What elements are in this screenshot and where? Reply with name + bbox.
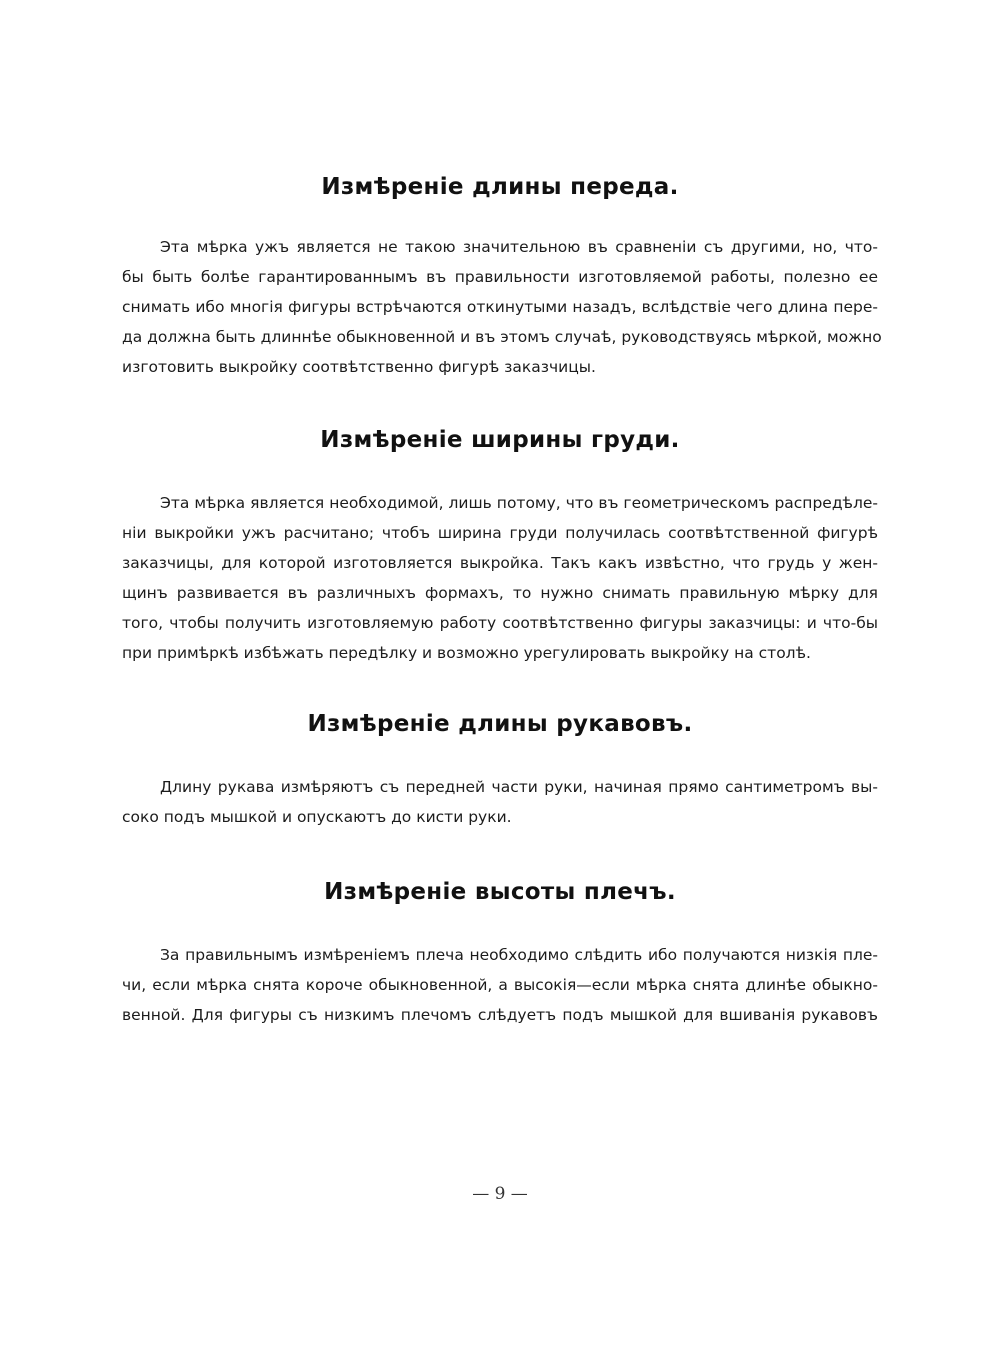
text-line: изготовить выкройку соотвѣтственно фигурѣ заказчицы. xyxy=(122,358,596,376)
section-paragraph-front-length xyxy=(122,232,882,382)
page-number: — 9 — xyxy=(472,1184,528,1204)
text-line: того, чтобы получить изготовляемую работу соотвѣтственно фигуры заказчицы: и что-бы xyxy=(122,614,878,632)
section-heading-shoulder-height: Измѣреніе высоты плечъ. xyxy=(324,879,676,905)
text-line: За правильнымъ измѣреніемъ плеча необходимо слѣдить ибо получаются низкія пле- xyxy=(160,946,878,964)
section-heading-sleeve-length: Измѣреніе длины рукавовъ. xyxy=(307,711,693,737)
text-line: Эта мѣрка является необходимой, лишь потому, что въ геометрическомъ распредѣле- xyxy=(160,494,878,512)
text-line: чи, если мѣрка снята короче обыкновенной, а высокія—если мѣрка снята длинѣе обыкно- xyxy=(122,976,878,994)
text-line: Эта мѣрка ужъ является не такою значительною въ сравненіи съ другими, но, что- xyxy=(160,238,878,256)
section-heading-chest-width: Измѣреніе ширины груди. xyxy=(320,427,680,453)
text-line: да должна быть длиннѣе обыкновенной и въ этомъ случаѣ, руководствуясь мѣркой, можно xyxy=(122,328,882,346)
section-paragraph-chest-width xyxy=(122,488,878,668)
text-line: при примѣркѣ избѣжать передѣлку и возможно урегулировать выкройку на столѣ. xyxy=(122,644,811,662)
text-line: Длину рукава измѣряютъ съ передней части руки, начиная прямо сантиметромъ вы- xyxy=(160,778,878,796)
text-line: бы быть болѣе гарантированнымъ въ правильности изготовляемой работы, полезно ее xyxy=(122,268,878,286)
text-line: соко подъ мышкой и опускаютъ до кисти руки. xyxy=(122,808,512,826)
section-paragraph-shoulder-height xyxy=(122,940,878,1030)
text-line: заказчицы, для которой изготовляется выкройка. Такъ какъ извѣстно, что грудь у жен- xyxy=(122,554,878,572)
section-heading-front-length: Измѣреніе длины переда. xyxy=(321,174,679,200)
text-line: ніи выкройки ужъ расчитано; чтобъ ширина груди получилась соотвѣтственной фигурѣ xyxy=(122,524,878,542)
text-line: венной. Для фигуры съ низкимъ плечомъ слѣдуетъ подъ мышкой для вшиванія рукавовъ xyxy=(122,1006,878,1024)
text-line: снимать ибо многія фигуры встрѣчаются откинутыми назадъ, вслѣдствіе чего длина пере- xyxy=(122,298,878,316)
section-paragraph-sleeve-length xyxy=(122,772,878,832)
text-line: щинъ развивается въ различныхъ формахъ, то нужно снимать правильную мѣрку для xyxy=(122,584,878,602)
